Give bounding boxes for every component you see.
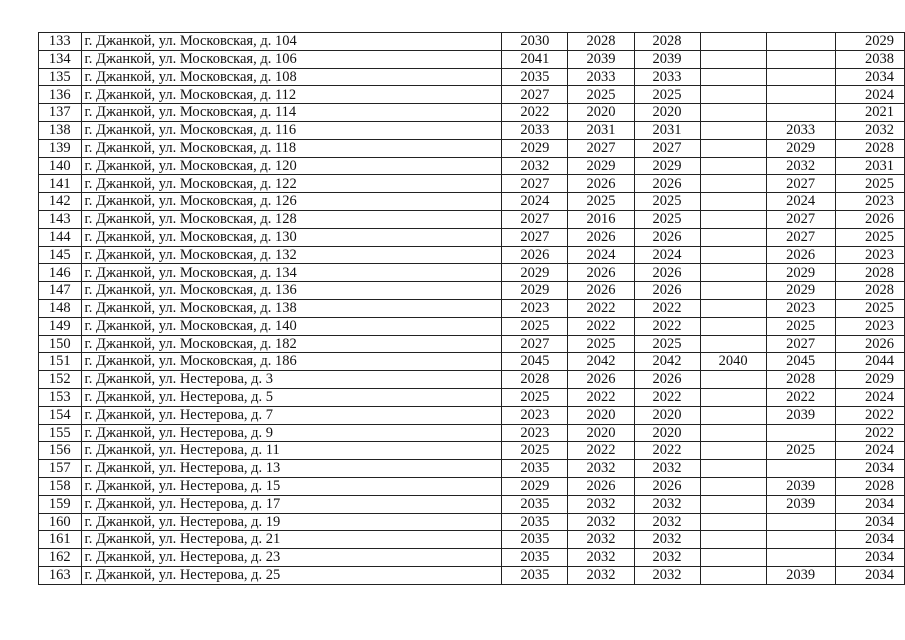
year-cell-2: 2020 bbox=[568, 424, 634, 442]
year-cell-3: 2026 bbox=[634, 477, 700, 495]
year-cell-1: 2029 bbox=[502, 477, 568, 495]
year-cell-2: 2022 bbox=[568, 388, 634, 406]
table-row bbox=[39, 299, 905, 317]
year-cell-2: 2025 bbox=[568, 193, 634, 211]
address-cell: г. Джанкой, ул. Московская, д. 128 bbox=[81, 210, 502, 228]
year-cell-2: 2026 bbox=[568, 175, 634, 193]
year-cell-1: 2029 bbox=[502, 139, 568, 157]
year-cell-2: 2022 bbox=[568, 299, 634, 317]
year-cell-3: 2026 bbox=[634, 282, 700, 300]
year-cell-5: 2033 bbox=[766, 121, 835, 139]
row-number-cell: 140 bbox=[39, 157, 82, 175]
address-cell: г. Джанкой, ул. Нестерова, д. 25 bbox=[81, 566, 502, 584]
table-row bbox=[39, 86, 905, 104]
year-cell-5: 2029 bbox=[766, 282, 835, 300]
year-cell-4 bbox=[700, 228, 766, 246]
table-row bbox=[39, 246, 905, 264]
year-cell-5: 2027 bbox=[766, 210, 835, 228]
year-cell-4 bbox=[700, 406, 766, 424]
table-row bbox=[39, 228, 905, 246]
year-cell-3: 2025 bbox=[634, 210, 700, 228]
year-cell-3: 2032 bbox=[634, 460, 700, 478]
year-cell-1: 2025 bbox=[502, 442, 568, 460]
year-cell-6: 2034 bbox=[835, 531, 904, 549]
year-cell-6: 2026 bbox=[835, 210, 904, 228]
address-cell: г. Джанкой, ул. Московская, д. 104 bbox=[81, 33, 502, 51]
year-cell-2: 2026 bbox=[568, 477, 634, 495]
year-cell-1: 2035 bbox=[502, 495, 568, 513]
year-cell-4 bbox=[700, 549, 766, 567]
year-cell-1: 2035 bbox=[502, 566, 568, 584]
year-cell-3: 2031 bbox=[634, 121, 700, 139]
address-cell: г. Джанкой, ул. Нестерова, д. 11 bbox=[81, 442, 502, 460]
year-cell-3: 2032 bbox=[634, 566, 700, 584]
year-cell-2: 2024 bbox=[568, 246, 634, 264]
year-cell-5: 2027 bbox=[766, 228, 835, 246]
address-cell: г. Джанкой, ул. Московская, д. 106 bbox=[81, 50, 502, 68]
year-cell-3: 2028 bbox=[634, 33, 700, 51]
year-cell-4 bbox=[700, 139, 766, 157]
row-number-cell: 152 bbox=[39, 371, 82, 389]
year-cell-3: 2026 bbox=[634, 228, 700, 246]
address-cell: г. Джанкой, ул. Московская, д. 136 bbox=[81, 282, 502, 300]
year-cell-4 bbox=[700, 121, 766, 139]
row-number-cell: 138 bbox=[39, 121, 82, 139]
year-cell-4 bbox=[700, 371, 766, 389]
year-cell-1: 2035 bbox=[502, 513, 568, 531]
year-cell-1: 2023 bbox=[502, 424, 568, 442]
year-cell-3: 2032 bbox=[634, 531, 700, 549]
year-cell-6: 2023 bbox=[835, 317, 904, 335]
year-cell-4 bbox=[700, 566, 766, 584]
row-number-cell: 146 bbox=[39, 264, 82, 282]
table-row bbox=[39, 68, 905, 86]
address-cell: г. Джанкой, ул. Московская, д. 120 bbox=[81, 157, 502, 175]
year-cell-1: 2027 bbox=[502, 335, 568, 353]
row-number-cell: 161 bbox=[39, 531, 82, 549]
year-cell-6: 2034 bbox=[835, 68, 904, 86]
table-row bbox=[39, 317, 905, 335]
year-cell-5: 2028 bbox=[766, 371, 835, 389]
year-cell-5: 2039 bbox=[766, 566, 835, 584]
row-number-cell: 160 bbox=[39, 513, 82, 531]
year-cell-5: 2029 bbox=[766, 264, 835, 282]
year-cell-1: 2023 bbox=[502, 406, 568, 424]
year-cell-4 bbox=[700, 86, 766, 104]
row-number-cell: 156 bbox=[39, 442, 82, 460]
address-cell: г. Джанкой, ул. Московская, д. 132 bbox=[81, 246, 502, 264]
year-cell-3: 2042 bbox=[634, 353, 700, 371]
table-row bbox=[39, 335, 905, 353]
year-cell-1: 2029 bbox=[502, 264, 568, 282]
year-cell-1: 2022 bbox=[502, 104, 568, 122]
row-number-cell: 150 bbox=[39, 335, 82, 353]
year-cell-6: 2038 bbox=[835, 50, 904, 68]
year-cell-2: 2031 bbox=[568, 121, 634, 139]
year-cell-3: 2020 bbox=[634, 424, 700, 442]
year-cell-6: 2022 bbox=[835, 406, 904, 424]
year-cell-5: 2023 bbox=[766, 299, 835, 317]
year-cell-2: 2032 bbox=[568, 531, 634, 549]
year-cell-6: 2034 bbox=[835, 566, 904, 584]
year-cell-2: 2028 bbox=[568, 33, 634, 51]
row-number-cell: 157 bbox=[39, 460, 82, 478]
year-cell-5: 2039 bbox=[766, 477, 835, 495]
row-number-cell: 153 bbox=[39, 388, 82, 406]
row-number-cell: 137 bbox=[39, 104, 82, 122]
row-number-cell: 162 bbox=[39, 549, 82, 567]
table-row bbox=[39, 282, 905, 300]
year-cell-1: 2027 bbox=[502, 228, 568, 246]
year-cell-1: 2027 bbox=[502, 86, 568, 104]
row-number-cell: 159 bbox=[39, 495, 82, 513]
year-cell-4 bbox=[700, 424, 766, 442]
year-cell-6: 2023 bbox=[835, 193, 904, 211]
row-number-cell: 163 bbox=[39, 566, 82, 584]
year-cell-3: 2032 bbox=[634, 495, 700, 513]
year-cell-5 bbox=[766, 33, 835, 51]
year-cell-6: 2028 bbox=[835, 264, 904, 282]
row-number-cell: 135 bbox=[39, 68, 82, 86]
year-cell-5 bbox=[766, 50, 835, 68]
year-cell-3: 2032 bbox=[634, 549, 700, 567]
year-cell-1: 2032 bbox=[502, 157, 568, 175]
table-row bbox=[39, 121, 905, 139]
year-cell-4 bbox=[700, 157, 766, 175]
address-cell: г. Джанкой, ул. Нестерова, д. 19 bbox=[81, 513, 502, 531]
year-cell-3: 2025 bbox=[634, 193, 700, 211]
year-cell-4 bbox=[700, 335, 766, 353]
year-cell-1: 2041 bbox=[502, 50, 568, 68]
address-cell: г. Джанкой, ул. Московская, д. 182 bbox=[81, 335, 502, 353]
year-cell-2: 2033 bbox=[568, 68, 634, 86]
year-cell-1: 2035 bbox=[502, 549, 568, 567]
year-cell-5: 2025 bbox=[766, 317, 835, 335]
year-cell-5 bbox=[766, 104, 835, 122]
year-cell-6: 2034 bbox=[835, 495, 904, 513]
year-cell-3: 2022 bbox=[634, 388, 700, 406]
row-number-cell: 133 bbox=[39, 33, 82, 51]
row-number-cell: 141 bbox=[39, 175, 82, 193]
year-cell-6: 2034 bbox=[835, 460, 904, 478]
year-cell-6: 2028 bbox=[835, 282, 904, 300]
address-cell: г. Джанкой, ул. Нестерова, д. 21 bbox=[81, 531, 502, 549]
year-cell-5: 2027 bbox=[766, 335, 835, 353]
table-row bbox=[39, 460, 905, 478]
year-cell-1: 2027 bbox=[502, 210, 568, 228]
address-cell: г. Джанкой, ул. Нестерова, д. 13 bbox=[81, 460, 502, 478]
year-cell-6: 2032 bbox=[835, 121, 904, 139]
year-cell-2: 2026 bbox=[568, 228, 634, 246]
table-row bbox=[39, 388, 905, 406]
row-number-cell: 136 bbox=[39, 86, 82, 104]
year-cell-2: 2022 bbox=[568, 442, 634, 460]
year-cell-5: 2039 bbox=[766, 406, 835, 424]
year-cell-4: 2040 bbox=[700, 353, 766, 371]
year-cell-4 bbox=[700, 104, 766, 122]
address-cell: г. Джанкой, ул. Московская, д. 122 bbox=[81, 175, 502, 193]
year-cell-1: 2033 bbox=[502, 121, 568, 139]
year-cell-6: 2023 bbox=[835, 246, 904, 264]
year-cell-6: 2025 bbox=[835, 175, 904, 193]
row-number-cell: 147 bbox=[39, 282, 82, 300]
year-cell-2: 2032 bbox=[568, 460, 634, 478]
year-cell-6: 2034 bbox=[835, 549, 904, 567]
table-row bbox=[39, 531, 905, 549]
year-cell-4 bbox=[700, 299, 766, 317]
year-cell-3: 2039 bbox=[634, 50, 700, 68]
year-cell-2: 2022 bbox=[568, 317, 634, 335]
year-cell-6: 2022 bbox=[835, 424, 904, 442]
year-cell-1: 2045 bbox=[502, 353, 568, 371]
year-cell-2: 2020 bbox=[568, 104, 634, 122]
year-cell-6: 2029 bbox=[835, 371, 904, 389]
address-cell: г. Джанкой, ул. Московская, д. 116 bbox=[81, 121, 502, 139]
year-cell-3: 2022 bbox=[634, 299, 700, 317]
year-cell-5: 2022 bbox=[766, 388, 835, 406]
year-cell-6: 2031 bbox=[835, 157, 904, 175]
year-cell-5 bbox=[766, 460, 835, 478]
year-cell-2: 2032 bbox=[568, 566, 634, 584]
year-cell-5 bbox=[766, 68, 835, 86]
year-cell-4 bbox=[700, 246, 766, 264]
year-cell-4 bbox=[700, 264, 766, 282]
year-cell-3: 2020 bbox=[634, 104, 700, 122]
year-cell-4 bbox=[700, 50, 766, 68]
year-cell-6: 2034 bbox=[835, 513, 904, 531]
year-cell-3: 2027 bbox=[634, 139, 700, 157]
table-row bbox=[39, 50, 905, 68]
table-row bbox=[39, 157, 905, 175]
table-row bbox=[39, 495, 905, 513]
table-row bbox=[39, 371, 905, 389]
year-cell-4 bbox=[700, 495, 766, 513]
address-cell: г. Джанкой, ул. Московская, д. 118 bbox=[81, 139, 502, 157]
year-cell-5: 2025 bbox=[766, 442, 835, 460]
year-cell-5: 2026 bbox=[766, 246, 835, 264]
year-cell-4 bbox=[700, 210, 766, 228]
table-row bbox=[39, 442, 905, 460]
address-cell: г. Джанкой, ул. Московская, д. 134 bbox=[81, 264, 502, 282]
row-number-cell: 143 bbox=[39, 210, 82, 228]
year-cell-5: 2039 bbox=[766, 495, 835, 513]
year-cell-4 bbox=[700, 442, 766, 460]
year-cell-6: 2024 bbox=[835, 86, 904, 104]
year-cell-4 bbox=[700, 33, 766, 51]
row-number-cell: 155 bbox=[39, 424, 82, 442]
address-cell: г. Джанкой, ул. Нестерова, д. 9 bbox=[81, 424, 502, 442]
row-number-cell: 148 bbox=[39, 299, 82, 317]
row-number-cell: 149 bbox=[39, 317, 82, 335]
address-cell: г. Джанкой, ул. Нестерова, д. 5 bbox=[81, 388, 502, 406]
year-cell-6: 2021 bbox=[835, 104, 904, 122]
year-cell-3: 2032 bbox=[634, 513, 700, 531]
row-number-cell: 145 bbox=[39, 246, 82, 264]
year-cell-5 bbox=[766, 513, 835, 531]
address-cell: г. Джанкой, ул. Нестерова, д. 23 bbox=[81, 549, 502, 567]
table-row bbox=[39, 139, 905, 157]
year-cell-2: 2042 bbox=[568, 353, 634, 371]
year-cell-1: 2024 bbox=[502, 193, 568, 211]
year-cell-6: 2028 bbox=[835, 477, 904, 495]
table-row bbox=[39, 104, 905, 122]
year-cell-4 bbox=[700, 477, 766, 495]
row-number-cell: 139 bbox=[39, 139, 82, 157]
table-row bbox=[39, 406, 905, 424]
table-row bbox=[39, 353, 905, 371]
year-cell-1: 2027 bbox=[502, 175, 568, 193]
table-row bbox=[39, 477, 905, 495]
address-cell: г. Джанкой, ул. Московская, д. 186 bbox=[81, 353, 502, 371]
year-cell-1: 2023 bbox=[502, 299, 568, 317]
year-cell-6: 2025 bbox=[835, 299, 904, 317]
year-cell-2: 2029 bbox=[568, 157, 634, 175]
year-cell-2: 2025 bbox=[568, 335, 634, 353]
year-cell-5: 2045 bbox=[766, 353, 835, 371]
table-row bbox=[39, 210, 905, 228]
year-cell-6: 2026 bbox=[835, 335, 904, 353]
year-cell-2: 2032 bbox=[568, 549, 634, 567]
year-cell-6: 2025 bbox=[835, 228, 904, 246]
year-cell-4 bbox=[700, 282, 766, 300]
address-cell: г. Джанкой, ул. Московская, д. 130 bbox=[81, 228, 502, 246]
table-row bbox=[39, 264, 905, 282]
year-cell-2: 2025 bbox=[568, 86, 634, 104]
year-cell-4 bbox=[700, 388, 766, 406]
year-cell-6: 2029 bbox=[835, 33, 904, 51]
year-cell-5 bbox=[766, 531, 835, 549]
year-cell-1: 2025 bbox=[502, 317, 568, 335]
year-cell-4 bbox=[700, 513, 766, 531]
address-cell: г. Джанкой, ул. Московская, д. 140 bbox=[81, 317, 502, 335]
row-number-cell: 142 bbox=[39, 193, 82, 211]
year-cell-4 bbox=[700, 175, 766, 193]
year-cell-3: 2026 bbox=[634, 175, 700, 193]
year-cell-5 bbox=[766, 549, 835, 567]
year-cell-3: 2022 bbox=[634, 442, 700, 460]
year-cell-1: 2035 bbox=[502, 68, 568, 86]
year-cell-2: 2032 bbox=[568, 513, 634, 531]
year-cell-2: 2039 bbox=[568, 50, 634, 68]
year-cell-1: 2028 bbox=[502, 371, 568, 389]
year-cell-4 bbox=[700, 68, 766, 86]
year-cell-5 bbox=[766, 86, 835, 104]
year-cell-1: 2029 bbox=[502, 282, 568, 300]
row-number-cell: 154 bbox=[39, 406, 82, 424]
year-cell-3: 2033 bbox=[634, 68, 700, 86]
row-number-cell: 134 bbox=[39, 50, 82, 68]
row-number-cell: 144 bbox=[39, 228, 82, 246]
year-cell-4 bbox=[700, 317, 766, 335]
year-cell-1: 2035 bbox=[502, 460, 568, 478]
year-cell-1: 2026 bbox=[502, 246, 568, 264]
year-cell-3: 2022 bbox=[634, 317, 700, 335]
row-number-cell: 151 bbox=[39, 353, 82, 371]
year-cell-4 bbox=[700, 193, 766, 211]
year-cell-6: 2044 bbox=[835, 353, 904, 371]
address-cell: г. Джанкой, ул. Московская, д. 126 bbox=[81, 193, 502, 211]
year-cell-6: 2028 bbox=[835, 139, 904, 157]
year-cell-3: 2020 bbox=[634, 406, 700, 424]
year-cell-6: 2024 bbox=[835, 442, 904, 460]
year-cell-5: 2027 bbox=[766, 175, 835, 193]
address-cell: г. Джанкой, ул. Московская, д. 114 bbox=[81, 104, 502, 122]
table-body bbox=[39, 33, 905, 585]
year-cell-3: 2025 bbox=[634, 335, 700, 353]
address-cell: г. Джанкой, ул. Московская, д. 112 bbox=[81, 86, 502, 104]
address-cell: г. Джанкой, ул. Нестерова, д. 15 bbox=[81, 477, 502, 495]
table-row bbox=[39, 549, 905, 567]
year-cell-2: 2016 bbox=[568, 210, 634, 228]
year-cell-4 bbox=[700, 460, 766, 478]
year-cell-1: 2030 bbox=[502, 33, 568, 51]
table-row bbox=[39, 175, 905, 193]
address-cell: г. Джанкой, ул. Московская, д. 108 bbox=[81, 68, 502, 86]
housing-repair-schedule-table bbox=[38, 32, 905, 585]
year-cell-6: 2024 bbox=[835, 388, 904, 406]
address-cell: г. Джанкой, ул. Нестерова, д. 17 bbox=[81, 495, 502, 513]
year-cell-2: 2027 bbox=[568, 139, 634, 157]
address-cell: г. Джанкой, ул. Нестерова, д. 7 bbox=[81, 406, 502, 424]
year-cell-3: 2024 bbox=[634, 246, 700, 264]
year-cell-4 bbox=[700, 531, 766, 549]
year-cell-1: 2025 bbox=[502, 388, 568, 406]
year-cell-5 bbox=[766, 424, 835, 442]
year-cell-5: 2024 bbox=[766, 193, 835, 211]
table-row bbox=[39, 33, 905, 51]
year-cell-3: 2025 bbox=[634, 86, 700, 104]
year-cell-5: 2032 bbox=[766, 157, 835, 175]
table-row bbox=[39, 513, 905, 531]
year-cell-2: 2026 bbox=[568, 264, 634, 282]
address-cell: г. Джанкой, ул. Московская, д. 138 bbox=[81, 299, 502, 317]
year-cell-2: 2026 bbox=[568, 282, 634, 300]
table-row bbox=[39, 566, 905, 584]
year-cell-2: 2026 bbox=[568, 371, 634, 389]
year-cell-1: 2035 bbox=[502, 531, 568, 549]
year-cell-2: 2020 bbox=[568, 406, 634, 424]
address-cell: г. Джанкой, ул. Нестерова, д. 3 bbox=[81, 371, 502, 389]
table-row bbox=[39, 193, 905, 211]
year-cell-2: 2032 bbox=[568, 495, 634, 513]
year-cell-3: 2026 bbox=[634, 264, 700, 282]
year-cell-5: 2029 bbox=[766, 139, 835, 157]
table-row bbox=[39, 424, 905, 442]
year-cell-3: 2029 bbox=[634, 157, 700, 175]
row-number-cell: 158 bbox=[39, 477, 82, 495]
year-cell-3: 2026 bbox=[634, 371, 700, 389]
